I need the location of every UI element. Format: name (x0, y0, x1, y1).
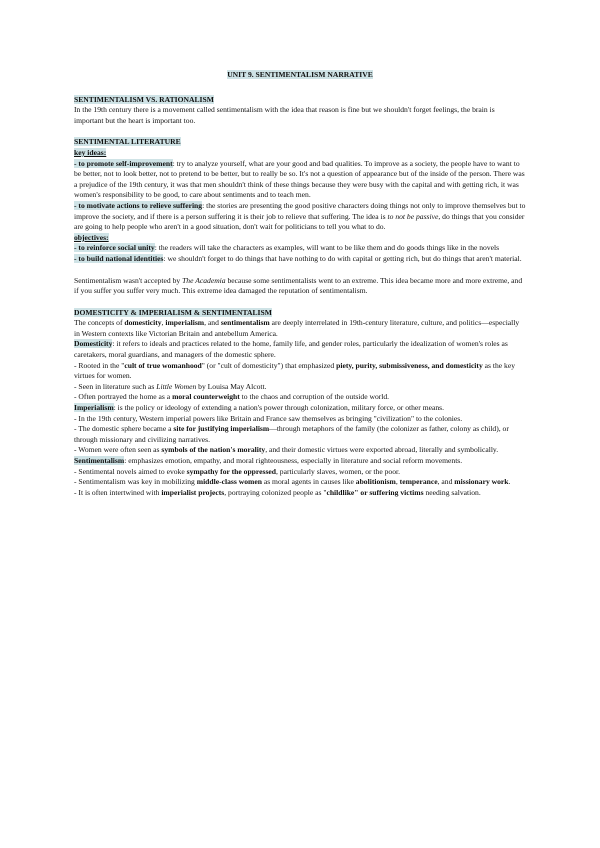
key-ideas-label (74, 148, 526, 159)
paragraph-imperialism-def (74, 403, 526, 414)
section-heading-domesticity-text: DOMESTICITY & IMPERIALISM & SENTIMENTALISM (74, 307, 272, 317)
sen2-i: . (508, 477, 511, 487)
paragraph-rationalism: In the 19th century there is a movement called sentimentalism with the idea that reason is fine but we shouldn't forget feelings, the brain is important but the heart is important too. (74, 105, 495, 125)
key-idea-relieve-suffering-label: - to motivate actions to relieve suffering (74, 200, 203, 210)
intro-b1: domesticity (124, 318, 162, 328)
imp2-c: —through metaphors of the family (the colonizer as father, colony as child), or through missionary and civilizing narratives. (74, 424, 509, 444)
bullet-sentimentalism-1 (74, 467, 526, 478)
sen1-c: , particularly slaves, women, or the poor. (276, 466, 400, 476)
dom3-b: moral counterweight (172, 392, 240, 402)
intro-d: , and (204, 318, 221, 328)
imp2-a: - The domestic sphere became a (74, 424, 174, 434)
sentimentalism-label: Sentimentalism (74, 456, 125, 465)
sen2-h: missionary work (454, 477, 509, 487)
key-idea-relieve-suffering-text-b: , do things that you consider are going to help people who aren't in a good situation, don't wait for politicians to tell you what to do. (74, 211, 525, 232)
dom1-b: cult of true womanhood (124, 360, 202, 370)
sen1-b: sympathy for the oppressed (186, 466, 276, 476)
bullet-sentimentalism-2 (74, 477, 526, 488)
section-heading-domesticity (74, 308, 526, 319)
sen2-b: middle-class women (196, 477, 262, 487)
bullet-imperialism-1: - In the 19th century, Western imperial powers like Britain and France saw themselves as bringing "civilization" to the colonies. (74, 413, 463, 423)
sen2-d: abolitionism (355, 477, 396, 487)
key-ideas-label-text: key ideas: (74, 147, 107, 157)
section-heading-sentimental-literature (74, 137, 526, 148)
paragraph-sentimentalism-def (74, 456, 526, 467)
sentimentalism-text: : emphasizes emotion, empathy, and moral righteousness, especially in literature and social reform movements. (124, 456, 463, 465)
dom2-a: - Seen in literature such as (74, 381, 157, 391)
key-idea-self-improvement-label: - to promote self-improvement (74, 158, 173, 168)
objective-national-identities-label: - to build national identities (74, 253, 164, 263)
sen3-e: needing salvation. (423, 487, 481, 497)
dom3-a: - Often portrayed the home as a (74, 392, 173, 402)
domesticity-label: Domesticity (74, 339, 113, 349)
intro-b3: sentimentalism (220, 318, 270, 328)
objectives-label (74, 233, 526, 244)
key-idea-relieve-suffering-italic: to not be passive (387, 211, 439, 221)
paragraph-academia-italic: The Academia (182, 275, 226, 285)
objective-social-unity-label: - to reinforce social unity (74, 243, 155, 253)
bullet-sentimentalism-3 (74, 488, 526, 499)
intro-a: The concepts of (74, 318, 125, 328)
section-heading-sentimental-literature-text: SENTIMENTAL LITERATURE (74, 137, 181, 147)
sen1-a: - Sentimental novels aimed to evoke (74, 466, 187, 476)
paragraph-intro (74, 318, 526, 339)
objective-national-identities-text: : we shouldn't forget to do things that have nothing to do with capital or getting rich, but do things that aren't material. (163, 253, 522, 263)
intro-e: are deeply interrelated in 19th-century literature, culture, and politics—especially in Western contexts like Victorian Britain and antebellum America. (74, 318, 520, 338)
imp3-c: , and their domestic virtues were exported abroad, literally and symbolically. (265, 445, 499, 455)
objectives-label-text: objectives: (74, 232, 109, 242)
sen2-e: , (395, 477, 400, 487)
sen3-a: - It is often intertwined with (74, 487, 162, 497)
imperialism-label: Imperialism (74, 403, 114, 413)
sen2-g: , and (437, 477, 455, 487)
bullet-domesticity-1 (74, 361, 526, 382)
objective-social-unity-text: : the readers will take the characters as examples, will want to be like them and do goods things like in the novels (154, 243, 500, 253)
key-idea-relieve-suffering-text-a: : the stories are presenting the good positive characters doing things not only to improve themselves but to improve the society, and if there is a person suffering it is their job to relieve that suffering. The idea is (74, 200, 526, 221)
key-idea-relieve-suffering (74, 201, 526, 233)
paragraph-academia-text-b: because some sentimentalists went to an extreme. This idea became more and more extreme, and if you suffer you suffer very much. This extreme idea damaged the reputation of sentimentalism. (74, 275, 523, 296)
dom3-c: to the chaos and corruption of the outside world. (239, 392, 390, 402)
sen2-f: temperance (399, 477, 438, 487)
document-title-text: UNIT 9. SENTIMENTALISM NARRATIVE (227, 70, 373, 79)
sen2-a: - Sentimentalism was key in mobilizing (74, 477, 197, 487)
sen3-b: imperialist projects (161, 487, 225, 497)
dom1-c: " (or "cult of domesticity") that emphasized (201, 360, 337, 370)
bullet-imperialism-2 (74, 424, 526, 445)
dom1-e: as the key virtues for women. (74, 360, 516, 381)
imperialism-text: : is the policy or ideology of extending a nation's power through colonization, military force, or other means. (113, 403, 445, 413)
key-idea-self-improvement-text: : try to analyze yourself, what are your good and bad qualities. To improve as a society, the people have to want to be better, not to look better, not to pretend to be better, but to really be so. It's not a question of appearance but of the inside of the person. There was a prejudice of the 19th century, it was that men shouldn't think of these things because they were busy with the capital and with getting rich, it was women's responsibility to be good, to care about sentiments and to teach men. (74, 158, 525, 200)
sen3-d: childlike" or suffering victims (326, 487, 424, 497)
dom1-a: - Rooted in the " (74, 360, 125, 370)
key-idea-self-improvement (74, 159, 526, 201)
section-heading-rationalism-text: SENTIMENTALISM VS. RATIONALISM (74, 94, 214, 104)
sen3-c: , portraying colonized people as " (224, 487, 327, 497)
objective-national-identities (74, 254, 526, 265)
section-heading-rationalism (74, 95, 526, 106)
paragraph-domesticity-def (74, 339, 526, 360)
paragraph-academia (74, 276, 526, 297)
bullet-domesticity-2 (74, 382, 526, 393)
intro-c: , (161, 318, 166, 328)
imp2-b: site for justifying imperialism (173, 424, 270, 434)
paragraph-academia-text-a: Sentimentalism wasn't accepted by (74, 275, 183, 285)
dom2-b: by Louisa May Alcott. (196, 381, 267, 391)
intro-b2: imperialism (165, 318, 205, 328)
domesticity-text: : it refers to ideals and practices related to the home, family life, and gender roles, particularly the idealization of women's roles as caretakers, moral guardians, and managers of the domestic sphere. (74, 339, 508, 360)
imp3-a: - Women were often seen as (74, 445, 162, 455)
objective-social-unity (74, 243, 526, 254)
bullet-domesticity-3 (74, 392, 526, 403)
dom2-i: Little Women (156, 381, 197, 391)
bullet-imperialism-3 (74, 445, 526, 456)
sen2-c: as moral agents in causes like (261, 477, 356, 487)
dom1-d: piety, purity, submissiveness, and domesticity (336, 360, 483, 370)
imp3-b: symbols of the nation's morality (161, 445, 266, 455)
document-title (74, 70, 526, 81)
